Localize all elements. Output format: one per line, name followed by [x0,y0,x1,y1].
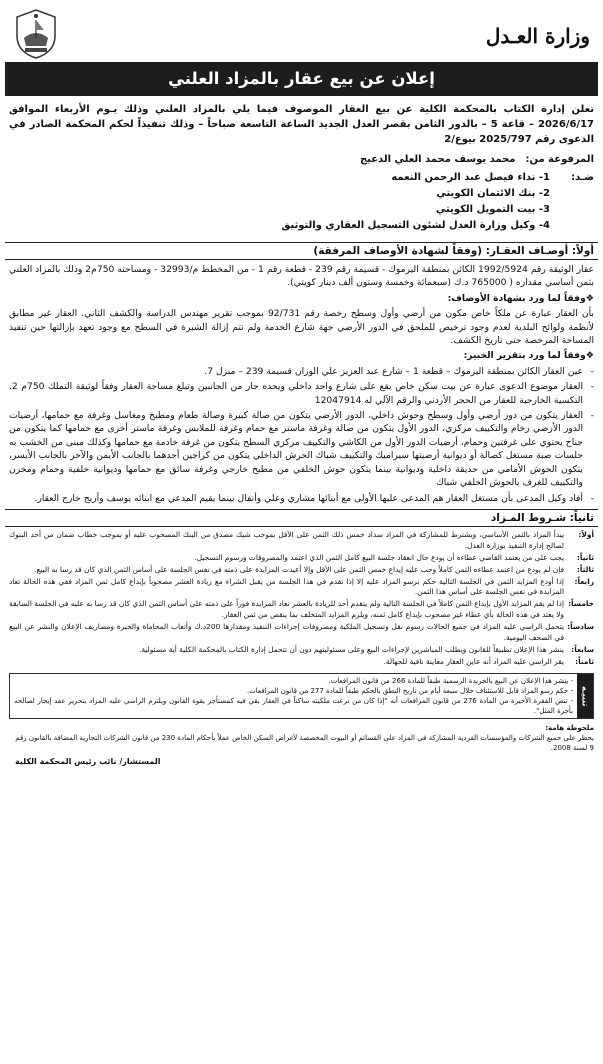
expert-subheading: ❖وفقاً لما ورد بتقرير الخبير: [463,350,594,362]
auction-conditions [5,530,598,669]
plaintiff-label: المرفوعة من: [525,154,594,165]
expert-item: - العقار موضوع الدعوى عبارة عن بيت سكن خاص يقع على شارع واحد داخلي ويحده جار من الجانبين وتبلغ مساحة العقار وفقاً لوثيقة التملك 750م 2. التكسية الخارجية للعقار من الحجر الأردني والرقم الآلي له 12047914 [9,380,594,407]
defendant-item: 1- نداء فيصل عبد الرحمن النعمه [391,172,550,183]
against-label: ضـد: [571,172,594,183]
defendant-item: 4- وكيل وزارة العدل لشئون التسجيل العقاري والتوثيق [281,220,550,231]
condition-item: ثامناً: يقر الراسي عليه المزاد أنه عاين العقار معاينة نافية للجهالة. [383,656,594,666]
important-note [5,721,598,755]
signature: المستشار/ نائب رئيس المحكمة الكلية [15,757,161,767]
kuwait-emblem-icon [11,8,61,60]
property-description [5,263,598,507]
intro-paragraph: تعلن إدارة الكتاب بالمحكمة الكلية عن بيع العقار الموصوف فيما يلي بالمزاد العلني وذلك يـوم الأربعاء الموافق 2026/6/17 – قاعة 5 – بالدور الثامن بقصر العدل الجديد الساعة التاسعة صباحاً – وذلك تنفيذاً لحكم المحكمة الصادر في الدعوى رقم 2025/797 بيوع/2 [9,104,594,145]
condition-item: ثالثاً: فإن لم يودع من اعتمد عطاءه الثمن كاملاً وجب عليه إيداع خمس الثمن على الأقل وإلا أعيدت المزايدة على ذمته في نفس الجلسة على أساس الثمن الذي كان قد رسا به البيع. [34,564,594,574]
expert-item: - العقار يتكون من دور أرضي وأول وسطح وحوش داخلي، الدور الأرضي يتكون من صالة كبيرة وصالة طعام ومطبخ ومغاسل وغرفة مع حمامها، أرضيات الدور الأرضي رخام والتكييف مركزي، الدور الأول يتكون من صالة وغرفة ماستر مع حمام وغرفة للملابس وغرفة ماستر أخرى مع حمامها كما يتكون من جناح يحتوي على غرفتين وحمام، أرضيات الدور الأول من الكاشي والتكييف مركزي السطح يتكون من غرفة خادمة مع حمامها وكذلك مبنى من الخشب به جلسات صبة مستغل كصالة أو ديوانية أرضيتها سيراميك والتكييف شباك الحرش الداخلي يتكون من كراجين أحدهما بالجانب الأيمن والآخر بالجانب الأيسر، يتكون الحوش الأمامي من حديقة داخلية وديوانية بينما يتكون حوش الخلفي من مطبخ خارجي وغرفة سائق مع حمامها وديوانية خلفية وحمام ومخزن والتكييف للغرف بالحوش الخلفي شباك [9,409,594,489]
note-item: - تنص الفقرة الأخيرة من المادة 276 من قانون المرافعات أنه "إذا كان من نزعت ملكيته ساكناً في العقار بقي فيه كمستأجر بقوة القانون ويلتزم الراسي عليه المزاد بتحرير عقد إيجار لصالحه بأجرة المثل". [14,697,573,716]
condition-item: سادساً: يتحمل الراسي عليه المزاد في جميع الحالات رسوم نقل وتسجيل الملكية ومصروفات إجراءات التنفيذ ومقدارها 200د.ك وأتعاب المحاماة والخبرة ومصاريف الإعلان والنشر عن البيع في الصحف اليومية. [9,622,594,642]
condition-item: خامساً: إذا لم يقم المزايد الأول بإيداع الثمن كاملاً في الجلسة التالية ولم يتقدم أحد للزيادة بالعشر تعاد المزايدة فوراً على ذمته على أساس الثمن الذي كان قد رسا به عليه في الجلسة السابقة ولا يعتد في هذه الحالة بأي عطاء غير مصحوب بإيداع كامل ثمنه، ويلزم المزايد المتخلف بما ينقص من ثمن العقار. [9,599,594,620]
condition-item: رابعاً: إذا أودع المزايد الثمن في الجلسة التالية حكم برسو المزاد عليه إلا إذا تقدم في هذا الجلسة من يقبل الشراء مع زيادة العشر مصحوباً بإيداع كامل ثمن المزاد ففي هذه الحالة تعاد المزايدة في نفس الجلسة على أساس هذا الثمن. [9,576,594,597]
note-item: - حكم رسو المزاد قابل للاستئناف خلال سبعة أيام من تاريخ النطق بالحكم طبقاً للمادة 277 من قانون المرافعات. [246,687,573,696]
expert-item: - عين العقار الكائن بمنطقة اليرموك – قطعة 1 – شارع عبد العزيز علي الوزان قسيمة 239 – منزل 7. [9,365,594,378]
defendants-list [281,170,550,234]
plaintiff-row [9,152,594,168]
note-item: - ينشر هذا الإعلان عن البيع بالجريدة الرسمية طبقاً للمادة 266 من قانون المرافعات. [328,677,573,686]
defendant-item: 2- بنك الائتمان الكويتي [436,188,550,199]
cert-paragraph: بأن العقار عبارة عن ملكاً خاص مكون من أرضي وأول وسطح رخصة رقم 92/731 بموجب تقرير مهندس الدراسة والكشف الثاني. العقار غير مطابق لأنظمة ولوائح البلدية لعدم وجود ترخيص للملحق في الدور الأرضي جهة شارع الخدمة ولم تتم إزالة الشبرة في السطح مع وجود تعهد بإزالتها حين تنفيذ المساحة المرخصة حتى تاريخ الكشف. [9,308,594,347]
header [5,4,598,62]
defendants-row [9,170,594,234]
condition-item: أولاً: يبدأ المزاد بالثمن الأساسي، ويشترط للمشاركة في المزاد سداد خمس ذلك الثمن على الأقل بموجب شيك مصدق من البنك المسحوب عليه أو بموجب خطاب ضمان من أحد البنوك لصالح إدارة التنفيذ بوزارة العدل. [9,529,594,550]
condition-item: ثانياً: يجب على من يعتمد القاضي عطاءه أن يودع حال انعقاد جلسة البيع كامل الثمن الذي اعتمد والمصروفات ورسوم التسجيل. [194,552,594,562]
notes-box [9,673,594,719]
condition-item: سابعاً: ينشر هذا الإعلان تطبيقاً للقانون ويطلب المباشرين لإجراءات البيع وعلى مسئوليتهم دون أن تتحمل إدارة الكتاب بالمحكمة الكلية أية مسئولية. [138,644,594,654]
defendant-item: 3- بيت التمويل الكويتي [435,204,550,215]
parties-block [5,150,598,240]
announcement-title: إعلان عن بيع عقار بالمزاد العلني [5,62,598,96]
notes-label: تنبيـه [577,674,593,718]
section-heading-property: أولاً: أوصـاف العقـار: (وفقاً لشهادة الأوصاف المرفقة) [5,242,598,260]
deed-paragraph: عقار الوثيقة رقم 1992/5924 الكائن بمنطقة اليرموك - قسيمة رقم 239 - قطعة رقم 1 - من المخطط م/32993 - ومساحته 750م2 وذلك بالمزاد العلني بثمن أساسي مقداره ( 765000 د.ك (سبعمائة وخمسة وستون ألف دينار كويتي). [9,264,594,289]
plaintiff-name: محمد يوسف محمد العلي الدعيج [359,154,516,165]
expert-item: - أفاد وكيل المدعى بأن مستغل العقار هم المدعى عليها الأولى مع أبنائها مشاري وعلي وأنفال بينما يقيم المدعي مع ابنائه يوسف وأريج خارج العقار. [9,492,594,505]
notes-list [10,674,577,718]
important-text: يحظر على جميع الشركات والمؤسسات الفردية المشاركة في المزاد على القسائم أو البيوت المخصصة لأغراض السكن الخاص عملاً بأحكام المادة 230 من قانون الشركات التجارية المضافة بالقانون رقم 9 لسنة 2008. [15,734,594,753]
section-heading-conditions: ثانياً: شـروط المـزاد [5,509,598,527]
expert-list [9,365,594,505]
ministry-title: وزارة العـدل [485,24,590,48]
cert-subheading: ❖وفقاً لما ورد بشهادة الأوصاف: [447,292,594,304]
important-title: ملحوظة هامة: [545,724,594,733]
